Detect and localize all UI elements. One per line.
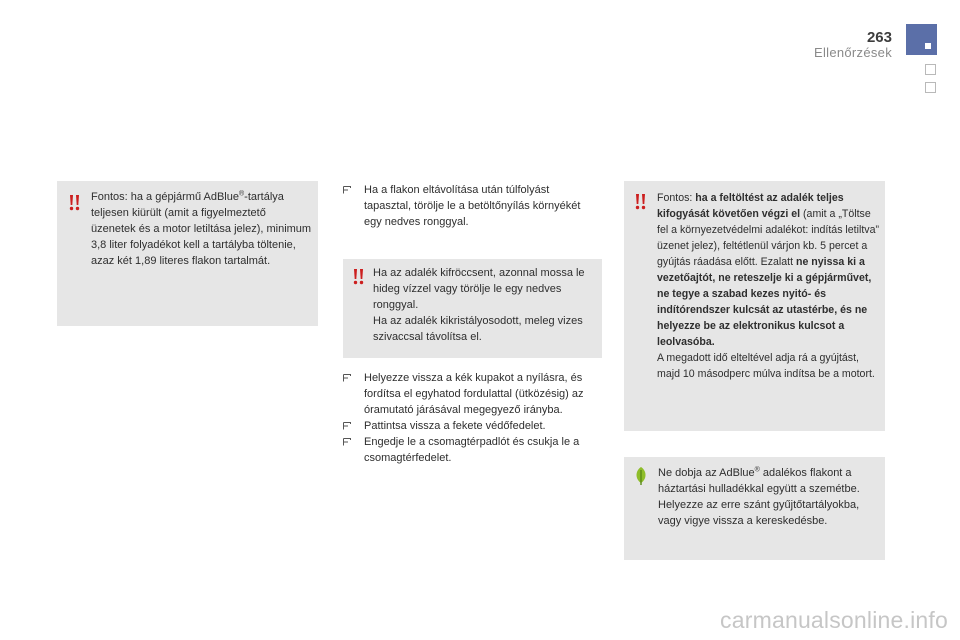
bullet-list-top [343, 182, 593, 230]
middle-warning-text [373, 265, 595, 345]
right-eco-text [658, 465, 878, 529]
text-run: Fontos: ha a gépjármű AdBlue [91, 191, 239, 203]
list-item-text: Helyezze vissza a kék kupakot a nyílásra, és fordítsa el egyhatod fordulattal (ütközésig) az óramutató járásával megegyező irányba. [364, 372, 584, 416]
list-item [343, 182, 593, 230]
text-run-bold: ha a feltöltést az adalék teljes kifogyását követően végzi el [657, 192, 844, 220]
checkbox-bullet-icon [343, 186, 351, 194]
checkbox-bullet-icon [343, 422, 351, 430]
section-tab[interactable] [925, 82, 936, 93]
list-item [343, 434, 601, 466]
list-item-text: Pattintsa vissza a fekete védőfedelet. [364, 420, 546, 432]
left-warning-panel [57, 181, 318, 326]
text-run: adalékos flakont a háztartási hulladékkal együtt a szemétbe. Helyezze az erre szánt gyűjtőtartályokba, vagy vigye vissza a kereskedésbe. [658, 467, 860, 527]
text-run: Ne dobja az AdBlue [658, 467, 755, 479]
eco-leaf-icon [631, 466, 651, 486]
warning-line: Ha az adalék kikristályosodott, meleg vizes szivaccsal távolítsa el. [373, 315, 583, 343]
text-run: -tartálya teljesen kiürült (amit a figyelmeztető üzenetek és a motor letiltása jelez), minimum 3,8 liter folyadékot kell a tartályba töltenie, azaz két 1,89 literes flakon tartalmát. [91, 191, 312, 267]
page-number: 263 [866, 29, 892, 46]
section-title: Ellenőrzések [813, 45, 892, 60]
right-warning-text [657, 190, 881, 382]
watermark: carmanualsonline.info [720, 607, 948, 633]
section-tab-active[interactable] [906, 24, 937, 55]
text-run: Fontos: [657, 192, 696, 204]
warning-line: Ha az adalék kifröccsent, azonnal mossa le hideg vízzel vagy törölje le egy nedves ronggyal. [373, 267, 585, 311]
list-item [343, 418, 601, 434]
section-tab[interactable] [925, 64, 936, 75]
text-run: (amit a „Töltse fel a környezetvédelmi adalékot: indítás letiltva” üzenet jelez), feltétlenül várjon kb. 5 percet a gyújtás ráadása előtt. Ezalatt [657, 208, 879, 268]
text-run: A megadott idő elteltével adja rá a gyújtást, majd 10 másodperc múlva indítsa be a motort. [657, 352, 875, 380]
list-item-text: Ha a flakon eltávolítása után túlfolyást tapasztal, törölje le a betöltőnyílás környékét egy nedves ronggyal. [364, 184, 581, 228]
warning-exclamation-icon [630, 192, 650, 212]
list-item-text: Engedje le a csomagtérpadlót és csukja le a csomagtérfedelet. [364, 436, 580, 464]
list-item [343, 370, 601, 418]
right-eco-panel [624, 457, 885, 560]
warning-exclamation-icon [64, 193, 84, 213]
tab-dot [925, 43, 931, 49]
checkbox-bullet-icon [343, 374, 351, 382]
left-warning-text [91, 189, 313, 269]
middle-warning-panel [343, 259, 602, 358]
checkbox-bullet-icon [343, 438, 351, 446]
registered-mark: ® [754, 466, 760, 474]
bullet-list-bottom [343, 370, 601, 466]
warning-exclamation-icon [348, 267, 368, 287]
text-run-bold: ne nyissa ki a vezetőajtót, ne reteszelje ki a gépjárművet, ne tegye a szabad kezes nyitó- és indítórendszer kulcsát az utastérbe, és ne helyezze be az elektronikus kulcsot a leolvasóba. [657, 256, 872, 348]
registered-mark: ® [238, 190, 245, 198]
right-warning-panel [624, 181, 885, 431]
